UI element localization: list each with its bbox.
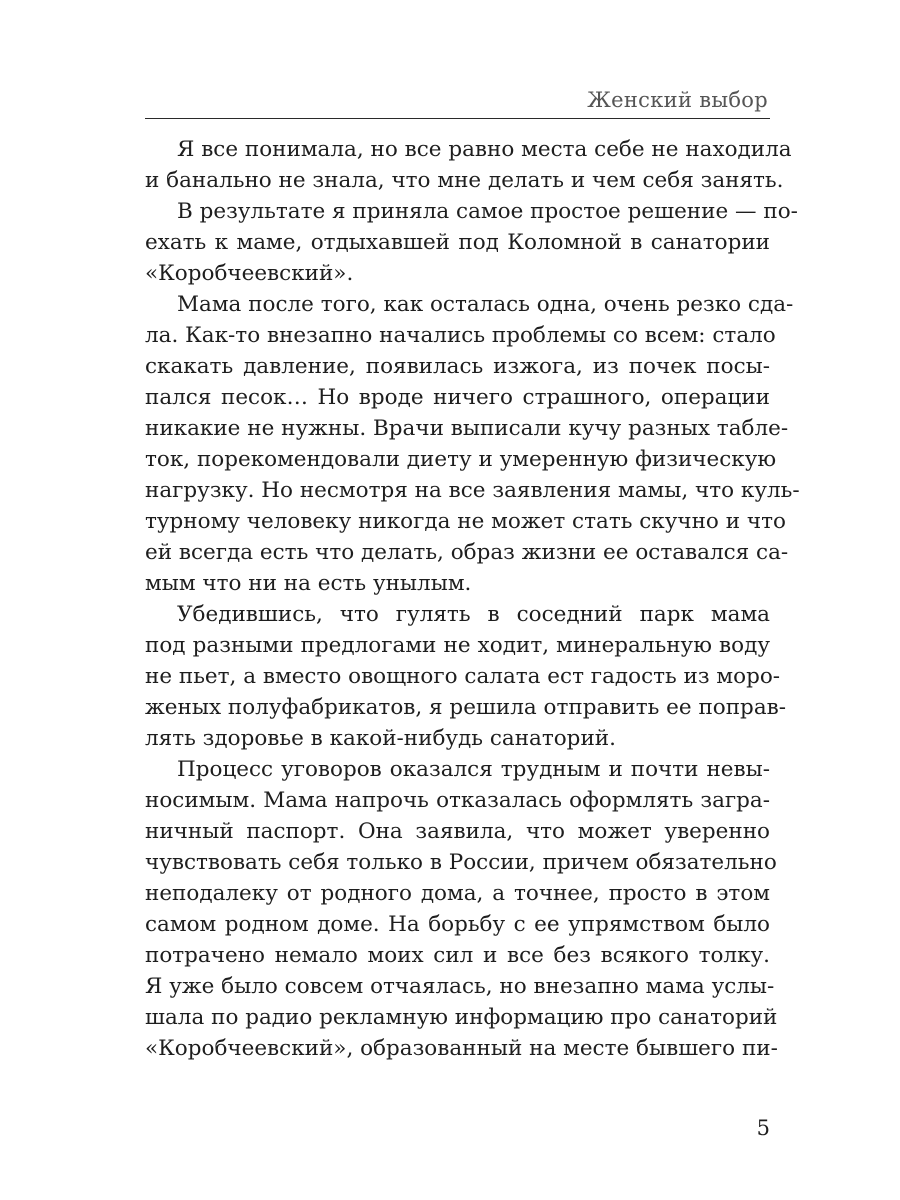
text-line: скакать давление, появилась изжога, из почек посы-: [145, 354, 770, 379]
running-header: [145, 88, 770, 119]
text-line: под разными предлогами не ходит, минеральную воду: [145, 633, 770, 658]
text-line: не пьет, а вместо овощного салата ест гадость из моро-: [145, 664, 781, 689]
text-line: ехать к маме, отдыхавшей под Коломной в санатории: [145, 230, 770, 255]
text-line: Убедившись, что гулять в соседний парк мама: [177, 602, 770, 627]
text-line: потрачено немало моих сил и все без всякого толку.: [145, 943, 770, 968]
text-line: самом родном доме. На борьбу с ее упрямством было: [145, 912, 770, 937]
text-line: мым что ни на есть унылым.: [145, 571, 472, 596]
text-line: и банально не знала, что мне делать и чем себя занять.: [145, 168, 784, 193]
text-line: ничный паспорт. Она заявила, что может уверенно: [145, 819, 770, 844]
text-line: женых полуфабрикатов, я решила отправить ее поправ-: [145, 695, 787, 720]
text-line: шала по радио рекламную информацию про санаторий: [145, 1005, 778, 1030]
text-line: ей всегда есть что делать, образ жизни ее оставался са-: [145, 540, 789, 565]
text-line: «Коробчеевский», образованный на месте бывшего пи-: [145, 1036, 778, 1061]
text-line: Я уже было совсем отчаялась, но внезапно мама услы-: [145, 974, 775, 999]
text-line: чувствовать себя только в России, причем обязательно: [145, 850, 777, 875]
text-line: «Коробчеевский».: [145, 261, 354, 286]
text-line: лять здоровье в какой-нибудь санаторий.: [145, 726, 616, 751]
body-text: [145, 134, 800, 1064]
text-line: Мама после того, как осталась одна, очень резко сда-: [177, 292, 794, 317]
text-line: ток, порекомендовали диету и умеренную физическую: [145, 447, 777, 472]
text-line: носимым. Мама напрочь отказалась оформлять загра-: [145, 788, 770, 813]
text-line: нагрузку. Но несмотря на все заявления мамы, что куль-: [145, 478, 800, 503]
text-line: пался песок… Но вроде ничего страшного, операции: [145, 385, 770, 410]
text-line: Я все понимала, но все равно места себе не находила: [177, 137, 792, 162]
text-line: никакие не нужны. Врачи выписали кучу разных табле-: [145, 416, 789, 441]
page-number: 5: [756, 1116, 770, 1140]
text-line: ла. Как-то внезапно начались проблемы со всем: стало: [145, 323, 776, 348]
text-line: неподалеку от родного дома, а точнее, просто в этом: [145, 881, 770, 906]
text-line: В результате я приняла самое простое решение — по-: [177, 199, 798, 224]
text-line: Процесс уговоров оказался трудным и почти невы-: [177, 757, 770, 782]
running-title: Женский выбор: [587, 88, 768, 112]
text-line: турному человеку никогда не может стать скучно и что: [145, 509, 786, 534]
